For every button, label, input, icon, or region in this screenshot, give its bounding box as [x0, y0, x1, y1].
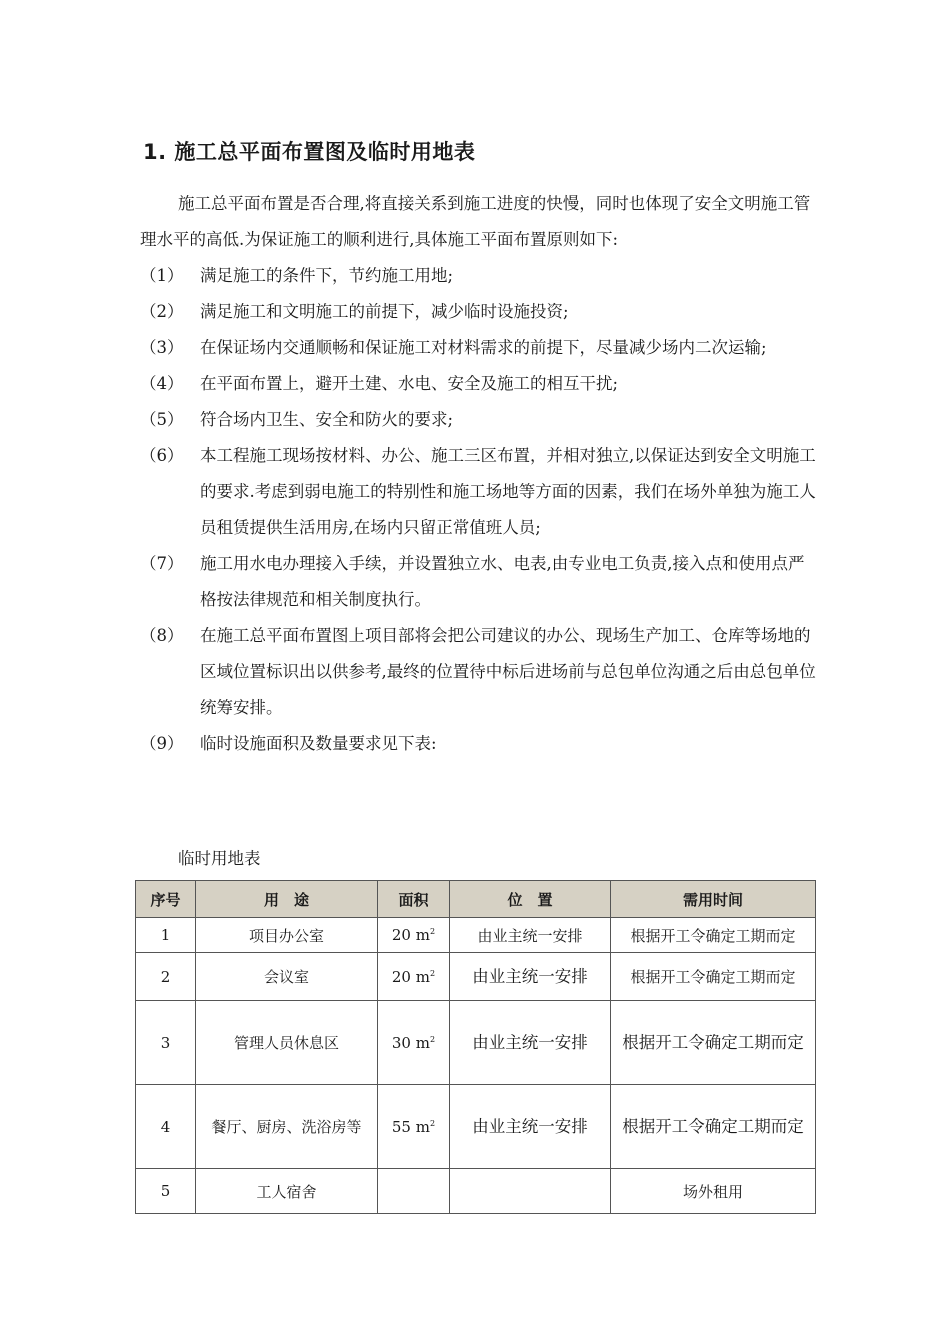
cell-no: 1	[136, 918, 196, 953]
item-text: 本工程施工现场按材料、办公、施工三区布置，并相对独立,以保证达到安全文明施工的要求.考虑到弱电施工的特别性和施工场地等方面的因素，我们在场外单独为施工人员租赁提供生活用房,在场内只留正常值班人员;	[200, 446, 816, 537]
item-number: （1）	[140, 266, 184, 285]
area-exponent: 2	[430, 1034, 436, 1044]
item-text: 符合场内卫生、安全和防火的要求;	[200, 410, 454, 429]
cell-time: 场外租用	[611, 1169, 816, 1214]
cell-use: 会议室	[196, 953, 378, 1001]
cell-use: 工人宿舍	[196, 1169, 378, 1214]
item-text: 在施工总平面布置图上项目部将会把公司建议的办公、现场生产加工、仓库等场地的区域位置标识出以供参考,最终的位置待中标后进场前与总包单位沟通之后由总包单位统筹安排。	[200, 626, 816, 717]
area-exponent: 2	[430, 927, 436, 936]
item-number: （7）	[140, 554, 184, 573]
item-text: 满足施工和文明施工的前提下，减少临时设施投资;	[200, 302, 569, 321]
item-number: （5）	[140, 410, 184, 429]
area-value: 30	[391, 1033, 411, 1052]
item-number: （2）	[140, 302, 184, 321]
area-exponent: 2	[430, 1118, 436, 1128]
cell-no: 3	[136, 1001, 196, 1085]
body-text	[140, 186, 820, 762]
cell-area	[378, 953, 450, 1001]
cell-location	[450, 1169, 611, 1214]
table-caption: 临时用地表	[178, 849, 261, 868]
list-item	[140, 402, 820, 438]
table-row	[136, 1085, 816, 1169]
cell-location: 由业主统一安排	[450, 918, 611, 953]
area-unit: m	[415, 1117, 430, 1136]
list-item	[140, 258, 820, 294]
table-row	[136, 1001, 816, 1085]
cell-time: 根据开工令确定工期而定	[611, 1001, 816, 1085]
cell-no: 4	[136, 1085, 196, 1169]
land-use-table	[135, 880, 816, 1214]
item-text: 施工用水电办理接入手续，并设置独立水、电表,由专业电工负责,接入点和使用点严格按法律规范和相关制度执行。	[200, 554, 805, 609]
cell-use: 餐厅、厨房、洗浴房等	[196, 1085, 378, 1169]
col-header-area: 面积	[378, 881, 450, 918]
col-header-no: 序号	[136, 881, 196, 918]
item-text: 满足施工的条件下，节约施工用地;	[200, 266, 454, 285]
list-item	[140, 726, 820, 762]
principle-list	[140, 258, 820, 762]
cell-area	[378, 918, 450, 953]
cell-area	[378, 1085, 450, 1169]
list-item	[140, 546, 820, 618]
area-unit: m	[415, 967, 430, 986]
cell-time: 根据开工令确定工期而定	[611, 1085, 816, 1169]
table-row	[136, 918, 816, 953]
col-header-time: 需用时间	[611, 881, 816, 918]
item-number: （3）	[140, 338, 184, 357]
area-value: 20	[391, 926, 411, 944]
area-exponent: 2	[430, 968, 436, 978]
cell-area	[378, 1169, 450, 1214]
cell-use: 管理人员休息区	[196, 1001, 378, 1085]
cell-no: 5	[136, 1169, 196, 1214]
item-text: 在平面布置上，避开土建、水电、安全及施工的相互干扰;	[200, 374, 619, 393]
col-header-location: 位 置	[450, 881, 611, 918]
list-item	[140, 618, 820, 726]
cell-time: 根据开工令确定工期而定	[611, 918, 816, 953]
item-text: 在保证场内交通顺畅和保证施工对材料需求的前提下，尽量减少场内二次运输;	[200, 338, 767, 357]
table-row	[136, 1169, 816, 1214]
area-unit: m	[415, 1033, 430, 1052]
item-text: 临时设施面积及数量要求见下表:	[200, 734, 437, 753]
cell-area	[378, 1001, 450, 1085]
list-item	[140, 330, 820, 366]
list-item	[140, 366, 820, 402]
cell-time: 根据开工令确定工期而定	[611, 953, 816, 1001]
cell-location: 由业主统一安排	[450, 953, 611, 1001]
table-row	[136, 953, 816, 1001]
area-unit: m	[415, 926, 430, 944]
item-number: （6）	[140, 446, 184, 465]
col-header-use: 用 途	[196, 881, 378, 918]
list-item	[140, 438, 820, 546]
cell-no: 2	[136, 953, 196, 1001]
item-number: （4）	[140, 374, 184, 393]
cell-use: 项目办公室	[196, 918, 378, 953]
cell-location: 由业主统一安排	[450, 1001, 611, 1085]
list-item	[140, 294, 820, 330]
cell-location: 由业主统一安排	[450, 1085, 611, 1169]
item-number: （9）	[140, 734, 184, 753]
area-value: 20	[391, 967, 411, 986]
intro-paragraph: 施工总平面布置是否合理,将直接关系到施工进度的快慢，同时也体现了安全文明施工管理水平的高低.为保证施工的顺利进行,具体施工平面布置原则如下:	[140, 194, 811, 249]
table-header-row	[136, 881, 816, 918]
item-number: （8）	[140, 626, 184, 645]
area-value: 55	[391, 1117, 411, 1136]
section-heading: 1. 施工总平面布置图及临时用地表	[143, 140, 476, 164]
